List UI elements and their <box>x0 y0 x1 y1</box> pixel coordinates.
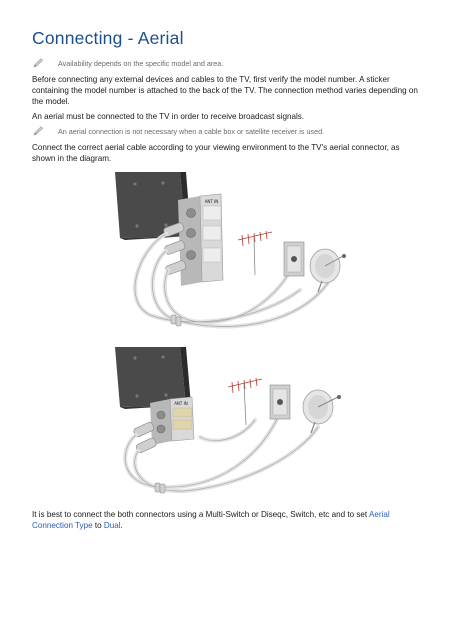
pencil-icon <box>32 126 44 136</box>
panel-header: ANT IN <box>174 401 188 406</box>
aerial-antenna-icon <box>238 231 272 275</box>
final-text-after: . <box>120 521 123 531</box>
page-title: Connecting - Aerial <box>32 28 184 48</box>
final-text-middle: to <box>92 521 104 531</box>
ant-in-panel <box>178 194 223 286</box>
aerial-connection-type-link[interactable]: Aerial Connection Type <box>32 510 390 531</box>
aerial-connection-diagram-dual <box>0 170 453 345</box>
instruction-paragraph: Connect the correct aerial cable according to your viewing environment to the TV's aerial connector, as shown in the diagram. <box>32 143 400 164</box>
cable-ties <box>155 483 165 493</box>
aerial-connection-diagram-alternate <box>0 345 453 500</box>
note-text: An aerial connection is not necessary when a cable box or satellite receiver is used. <box>58 126 325 136</box>
availability-note <box>32 58 223 68</box>
wall-socket <box>284 242 304 276</box>
dual-link[interactable]: Dual <box>103 521 121 531</box>
aerial-paragraph: An aerial must be connected to the TV in order to receive broadcast signals. <box>32 112 305 121</box>
note-text: Availability depends on the specific model and area. <box>58 58 224 68</box>
satellite-dish-icon <box>303 390 341 433</box>
cable-plugs <box>163 222 187 275</box>
final-text-before: It is best to connect the both connectors using a Multi-Switch or Diseqc, Switch, etc and to set <box>32 510 369 519</box>
ant-in-panel <box>150 397 194 445</box>
pencil-icon <box>32 58 44 68</box>
wall-socket <box>270 385 290 419</box>
aerial-antenna-icon <box>228 378 262 425</box>
aerial-note <box>32 126 324 136</box>
panel-header: ANT IN <box>204 199 219 204</box>
final-paragraph <box>32 509 424 531</box>
intro-paragraph: Before connecting any external devices and cables to the TV, first verify the model number. A sticker containing the model number is attached to the back of the TV. The connection method varies depending on the model. <box>32 75 418 107</box>
